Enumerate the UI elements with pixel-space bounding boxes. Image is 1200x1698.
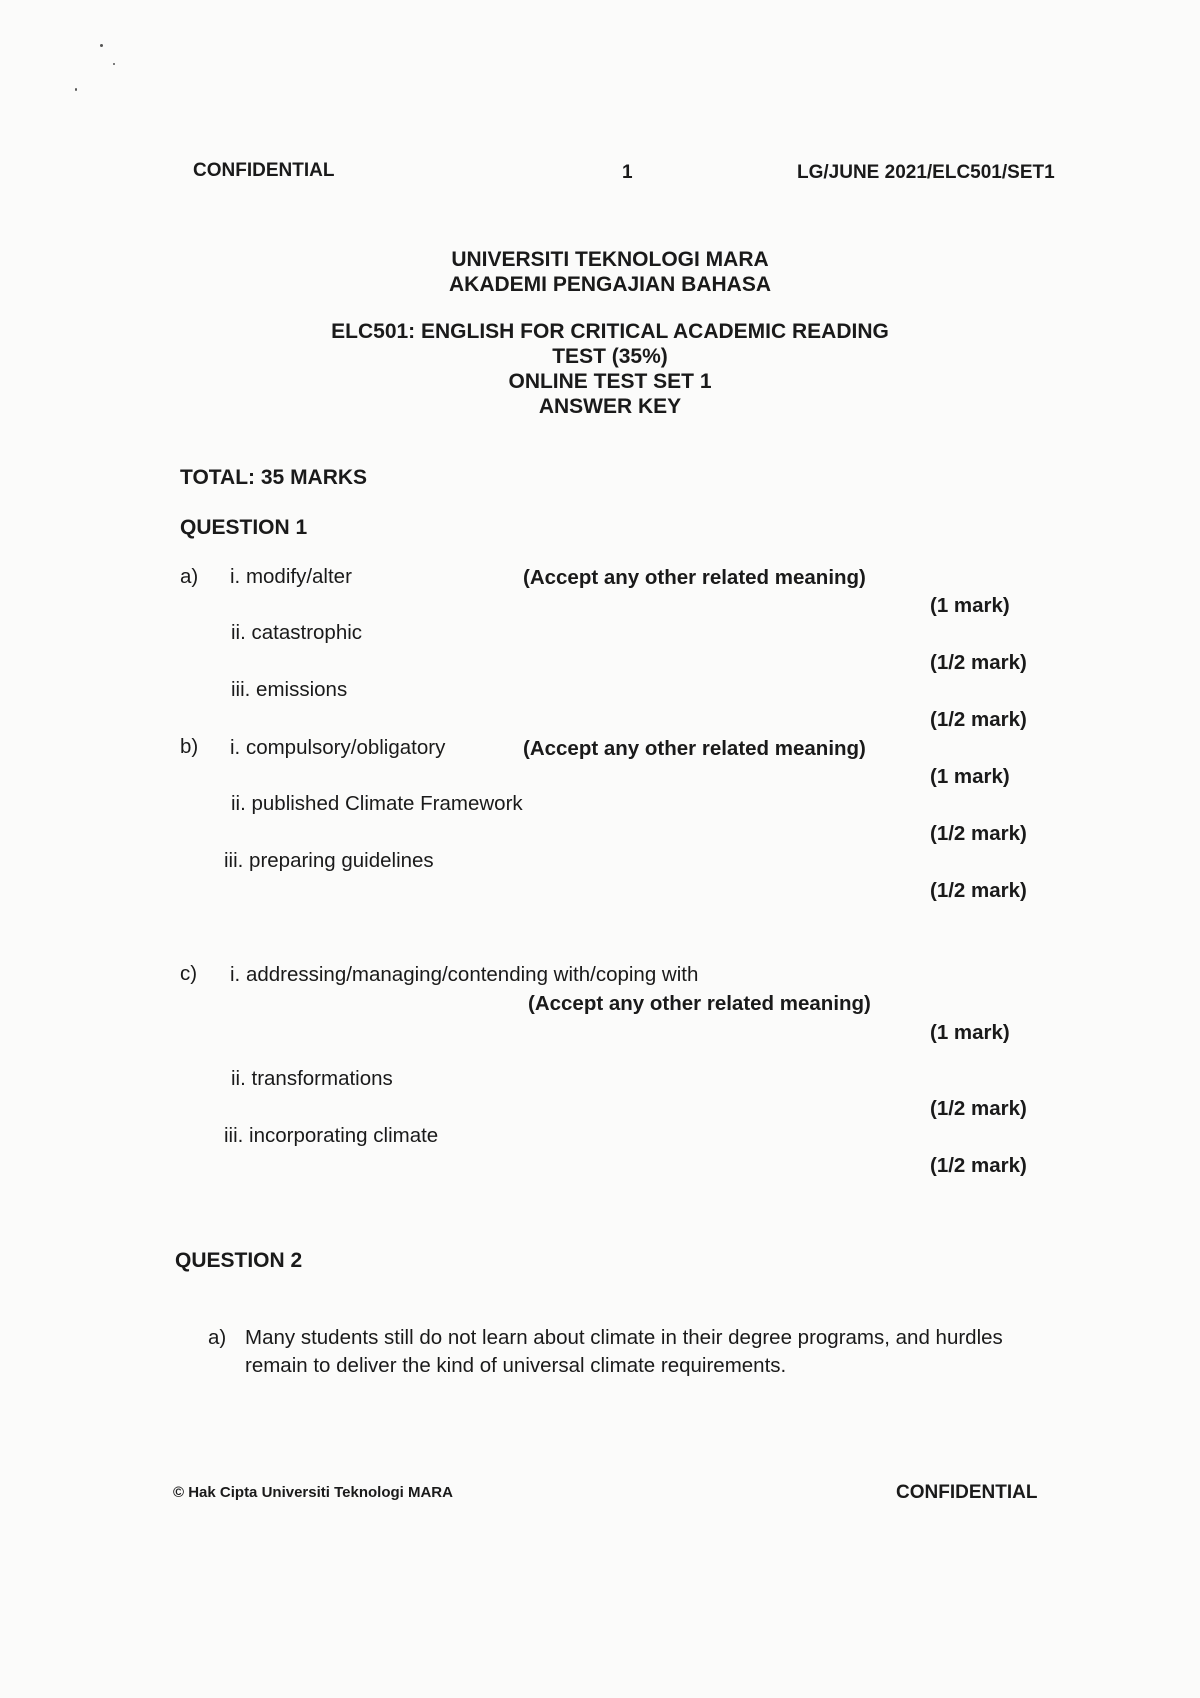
q1-b-iii-mark: (1/2 mark): [930, 879, 1027, 902]
scan-speck: [113, 63, 115, 65]
question-2-title: QUESTION 2: [175, 1249, 303, 1272]
q1-a-i-mark: (1 mark): [930, 594, 1010, 617]
q1-c-iii-answer: iii. incorporating climate: [224, 1124, 439, 1147]
q1-c-ii-mark: (1/2 mark): [930, 1097, 1027, 1120]
q1-b-accept-note: (Accept any other related meaning): [523, 737, 866, 760]
question-1-title: QUESTION 1: [180, 516, 308, 539]
q2-a-label: a): [208, 1326, 227, 1349]
q1-c-label: c): [180, 962, 198, 985]
q1-a-i-answer: i. modify/alter: [230, 565, 352, 588]
answer-key-title: ANSWER KEY: [538, 395, 682, 418]
q1-a-ii-mark: (1/2 mark): [930, 651, 1027, 674]
q1-a-iii-mark: (1/2 mark): [930, 708, 1027, 731]
academy-name: AKADEMI PENGAJIAN BAHASA: [448, 273, 772, 296]
test-weight: TEST (35%): [552, 345, 668, 368]
scan-speck: [75, 88, 77, 91]
course-block: [300, 319, 920, 419]
total-marks: TOTAL: 35 MARKS: [180, 466, 368, 489]
course-title: ELC501: ENGLISH FOR CRITICAL ACADEMIC READING: [331, 320, 889, 343]
q1-c-ii-answer: ii. transformations: [231, 1067, 393, 1090]
q1-a-iii-answer: iii. emissions: [231, 678, 348, 701]
q1-c-accept-note: (Accept any other related meaning): [528, 992, 871, 1015]
header-confidential: CONFIDENTIAL: [193, 160, 335, 181]
q1-a-accept-note: (Accept any other related meaning): [523, 566, 866, 589]
q1-b-label: b): [180, 735, 199, 758]
q1-b-ii-answer: ii. published Climate Framework: [231, 792, 523, 815]
q1-a-label: a): [180, 565, 199, 588]
q1-c-iii-mark: (1/2 mark): [930, 1154, 1027, 1177]
institution-block: [300, 247, 920, 297]
q2-a-answer: Many students still do not learn about climate in their degree programs, and hurdles remain to deliver the kind of universal climate requirements.: [245, 1326, 1003, 1377]
q1-b-i-answer: i. compulsory/obligatory: [230, 736, 446, 759]
q1-c-i-answer: i. addressing/managing/contending with/coping with: [230, 963, 699, 986]
footer-confidential: CONFIDENTIAL: [896, 1482, 1038, 1503]
footer-copyright: © Hak Cipta Universiti Teknologi MARA: [173, 1484, 453, 1501]
q1-c-i-mark: (1 mark): [930, 1021, 1010, 1044]
page-number: 1: [622, 162, 633, 183]
test-set: ONLINE TEST SET 1: [508, 370, 712, 393]
institution-name: UNIVERSITI TEKNOLOGI MARA: [451, 248, 769, 271]
q1-b-iii-answer: iii. preparing guidelines: [224, 849, 434, 872]
q1-b-i-mark: (1 mark): [930, 765, 1010, 788]
q1-b-ii-mark: (1/2 mark): [930, 822, 1027, 845]
header-reference-code: LG/JUNE 2021/ELC501/SET1: [797, 162, 1055, 183]
scan-speck: [100, 44, 103, 47]
q1-a-ii-answer: ii. catastrophic: [231, 621, 363, 644]
